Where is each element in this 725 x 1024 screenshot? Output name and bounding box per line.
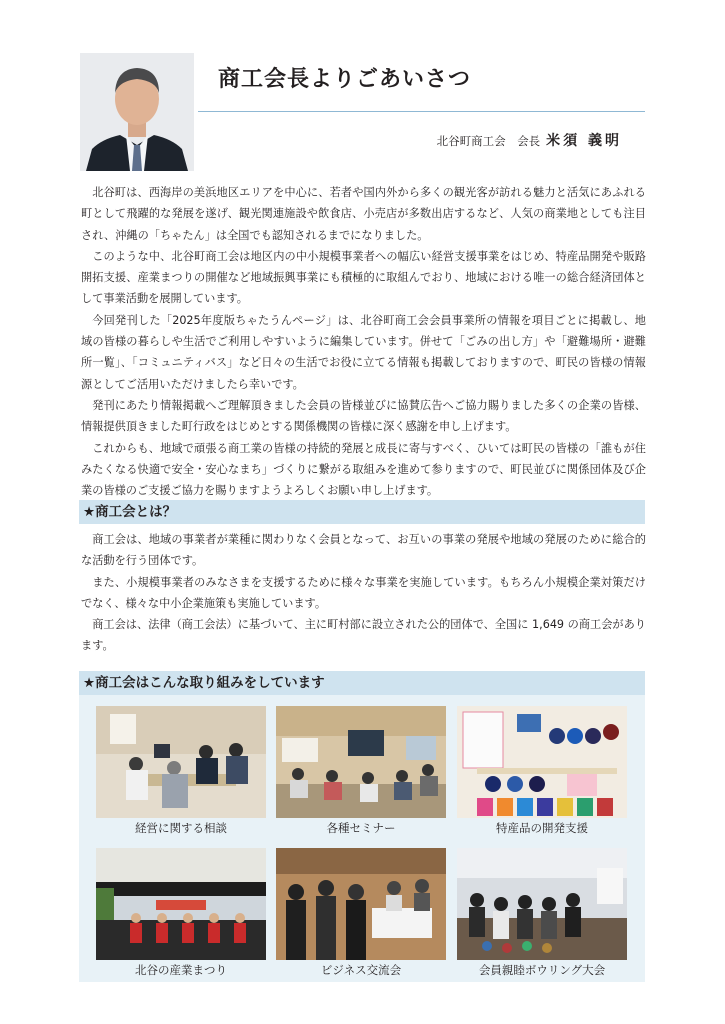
greeting-paragraph: これからも、地域で頑張る商工業の皆様の持続的発展と成長に寄与すべく、ひいては町民の皆様の「誰もが住みたくなる快適で安全・安心なまち」づくりに繋がる取組みを進めて参りますので、町民並びに関係団体及び企業の皆様のご支援ご協力を賜りますようよろしくお願い申し上げます。 <box>81 441 646 498</box>
chairman-portrait <box>80 53 194 171</box>
greeting-paragraph: このような中、北谷町商工会は地区内の中小規模事業者への幅広い経営支援事業をはじめ、特産品開発や販路開拓支援、産業まつりの開催など地域振興事業にも積極的に取組んでおり、地域における唯一の総合経済団体として事業活動を展開しています。 <box>81 249 646 306</box>
about-paragraph: 商工会は、地域の事業者が業種に関わりなく会員となって、お互いの事業の発展や地域の発展のために総合的な活動を行う団体です。 <box>81 533 646 568</box>
about-body <box>81 529 646 657</box>
about-section-heading: ★商工会とは？ <box>79 500 645 524</box>
author-name: 米須 義明 <box>546 133 622 149</box>
photo-caption: 経営に関する相談 <box>135 821 227 835</box>
greeting-paragraph: 北谷町は、西海岸の美浜地区エリアを中心に、若者や国内外から多くの観光客が訪れる魅力と活気にあふれる町として飛躍的な発展を遂げ、観光関連施設や飲食店、小売店が多数出店するなど、人気の商業地としても注目され、沖縄の「ちゃたん」は全国でも認知されるまでになりました。 <box>81 186 646 242</box>
greeting-paragraph: 発刊にあたり情報掲載へご理解頂きました会員の皆様並びに協賛広告へご協力賜りました多くの企業の皆様、情報提供頂きました町行政をはじめとする関係機関の皆様に深く感謝を申し上げます。 <box>81 398 646 434</box>
about-paragraph: 商工会は、法律（商工会法）に基づいて、主に町村部に設立された公的団体で、全国に 1,649 の商工会があります。 <box>81 618 646 653</box>
photo-caption: ビジネス交流会 <box>320 963 402 977</box>
page-title: 商工会長よりごあいさつ <box>218 66 472 92</box>
photo-caption: 各種セミナー <box>326 821 396 835</box>
greeting-paragraph: 今回発刊した「2025年度版ちゃたうんページ」は、北谷町商工会会員事業所の情報を項目ごとに掲載し、地域の皆様の暮らしや生活でご利用しやすいように編集しています。併せて「ごみの出し方」や「避難場所・避難所一覧」、「コミュニティバス」など日々の生活でお役に立てる情報も掲載しておりますので、町民の皆様の情報源としてご活用いただけましたら幸いです。 <box>81 313 646 391</box>
title-divider <box>198 111 645 112</box>
photo-industry-festival <box>96 848 266 960</box>
photo-bowling-tournament <box>457 848 627 960</box>
photo-product-development <box>457 706 627 818</box>
activities-section-heading: ★商工会はこんな取り組みをしています <box>79 671 645 695</box>
photo-caption: 北谷の産業まつり <box>135 963 227 977</box>
photo-caption: 会員親睦ボウリング大会 <box>478 963 606 977</box>
photo-consultation <box>96 706 266 818</box>
photo-seminar <box>276 706 446 818</box>
photo-business-exchange <box>276 848 446 960</box>
about-paragraph: また、小規模事業者のみなさまを支援するために様々な事業を実施しています。もちろん小規模企業対策だけでなく、様々な中小企業施策も実施しています。 <box>81 575 646 610</box>
author-organization: 北谷町商工会 会長 <box>436 134 541 148</box>
greeting-body <box>81 182 646 501</box>
author-line <box>437 130 622 150</box>
photo-caption: 特産品の開発支援 <box>496 821 588 835</box>
